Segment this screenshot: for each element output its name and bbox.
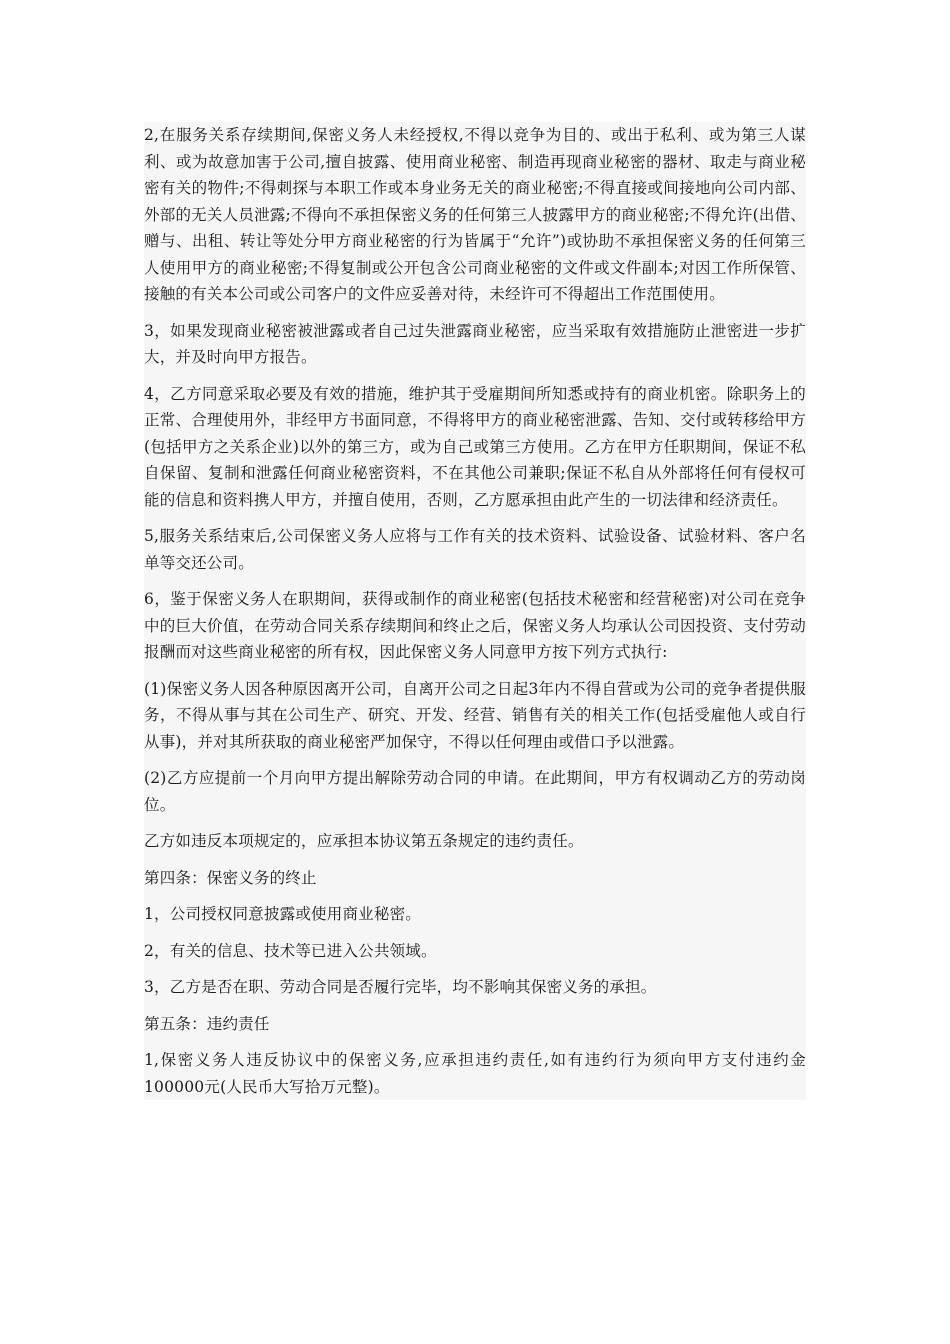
paragraph-termination-2: 2，有关的信息、技术等已进入公共领域。 [144,938,806,965]
paragraph-sub-item-1: (1)保密义务人因各种原因离开公司，自离开公司之日起3年内不得自营或为公司的竞争者提供服务，不得从事与其在公司生产、研究、开发、经营、销售有关的相关工作(包括受雇他人或自行从事)，并对其所获取的商业秘密严加保守，不得以任何理由或借口予以泄露。 [144,676,806,756]
paragraph-liability-1: 1,保密义务人违反协议中的保密义务,应承担违约责任,如有违约行为须向甲方支付违约金100000元(人民币大写拾万元整)。 [144,1047,806,1100]
paragraph-breach-note: 乙方如违反本项规定的，应承担本协议第五条规定的违约责任。 [144,828,806,855]
paragraph-termination-1: 1，公司授权同意披露或使用商业秘密。 [144,901,806,928]
paragraph-termination-3: 3，乙方是否在职、劳动合同是否履行完毕，均不影响其保密义务的承担。 [144,974,806,1001]
paragraph-clause-5: 5,服务关系结束后,公司保密义务人应将与工作有关的技术资料、试验设备、试验材料、客户名单等交还公司。 [144,523,806,576]
section-heading-article-4: 第四条：保密义务的终止 [144,865,806,892]
paragraph-clause-2: 2,在服务关系存续期间,保密义务人未经授权,不得以竞争为目的、或出于私利、或为第三人谋利、或为故意加害于公司,擅自披露、使用商业秘密、制造再现商业秘密的器材、取走与商业秘密有关的物件;不得刺探与本职工作或本身业务无关的商业秘密;不得直接或间接地向公司内部、外部的无关人员泄露;不得向不承担保密义务的任何第三人披露甲方的商业秘密;不得允许(出借、赠与、出租、转让等处分甲方商业秘密的行为皆属于“允许”)或协助不承担保密义务的任何第三人使用甲方的商业秘密;不得复制或公开包含公司商业秘密的文件或文件副本;对因工作所保管、接触的有关本公司或公司客户的文件应妥善对待，未经许可不得超出工作范围使用。 [144,122,806,308]
paragraph-clause-6: 6，鉴于保密义务人在职期间，获得或制作的商业秘密(包括技术秘密和经营秘密)对公司在竞争中的巨大价值，在劳动合同关系存续期间和终止之后，保密义务人均承认公司因投资、支付劳动报酬而对这些商业秘密的所有权，因此保密义务人同意甲方按下列方式执行: [144,586,806,666]
paragraph-clause-4: 4，乙方同意采取必要及有效的措施，维护其于受雇期间所知悉或持有的商业机密。除职务上的正常、合理使用外，非经甲方书面同意，不得将甲方的商业秘密泄露、告知、交付或转移给甲方(包括甲方之关系企业)以外的第三方，或为自己或第三方使用。乙方在甲方任职期间，保证不私自保留、复制和泄露任何商业秘密资料，不在其他公司兼职;保证不私自从外部将任何有侵权可能的信息和资料携人甲方，并擅自使用，否则，乙方愿承担由此产生的一切法律和经济责任。 [144,381,806,514]
paragraph-sub-item-2: (2)乙方应提前一个月向甲方提出解除劳动合同的申请。在此期间，甲方有权调动乙方的劳动岗位。 [144,765,806,818]
paragraph-clause-3: 3，如果发现商业秘密被泄露或者自己过失泄露商业秘密，应当采取有效措施防止泄密进一步扩大，并及时向甲方报告。 [144,318,806,371]
section-heading-article-5: 第五条：违约责任 [144,1011,806,1038]
document-body [144,122,806,1100]
